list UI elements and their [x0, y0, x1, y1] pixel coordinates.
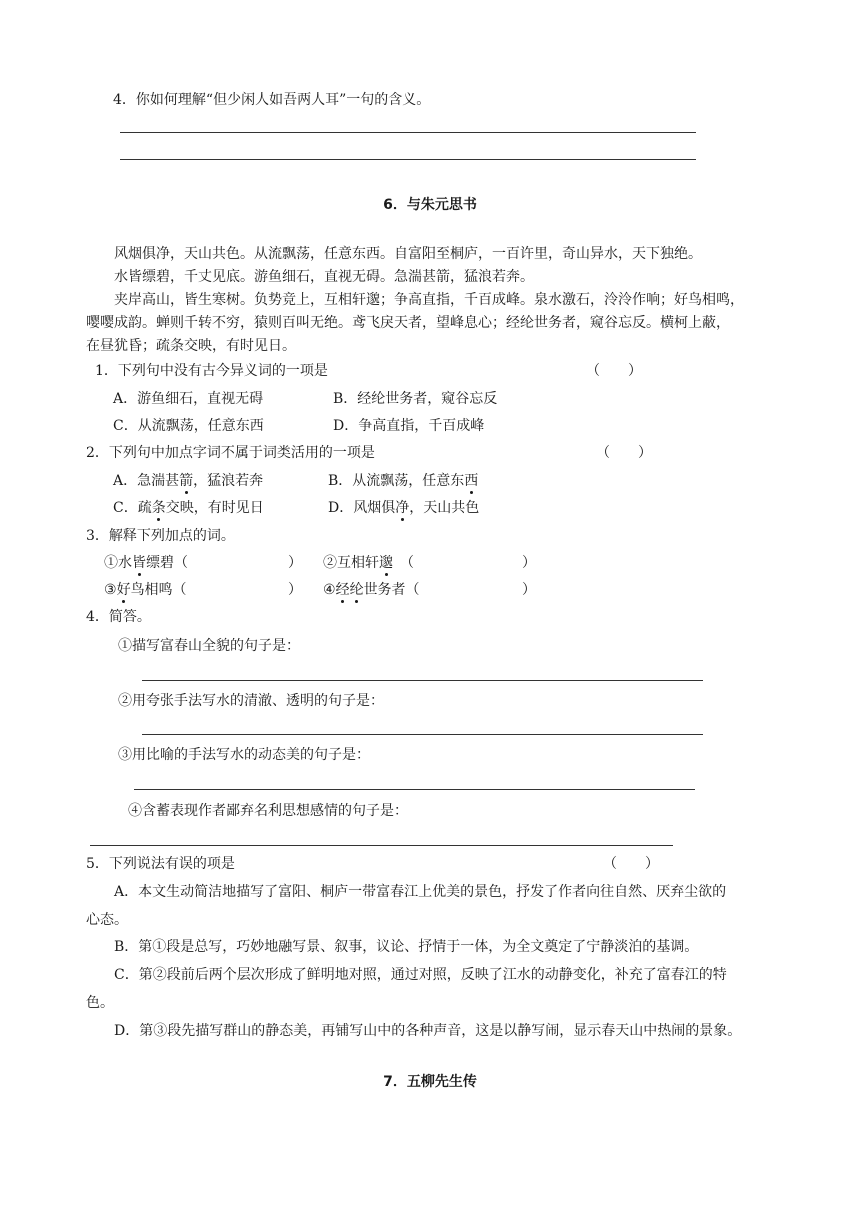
passage-line: 在昼犹昏；疏条交映，有时见日。	[86, 338, 296, 354]
vocab-close-paren: ）	[288, 555, 302, 571]
dotted-char: 箭	[179, 473, 194, 489]
sub-question: ③用比喻的手法写水的动态美的句子是：	[118, 747, 370, 763]
dotted-char: 经	[335, 582, 350, 598]
option-d: D．争高直指，千百成峰	[333, 418, 485, 434]
answer-parens: （ ）	[596, 445, 652, 461]
option-d: D．风烟俱净，天山共色	[328, 500, 480, 516]
sub-question: ④含蓄表现作者鄙弃名利思想感情的句子是：	[128, 803, 408, 819]
passage-line: 风烟俱净，天山共色。从流飘荡，任意东西。自富阳至桐庐，一百许里，奇山异水，天下独绝。	[114, 246, 702, 262]
option-b: B．从流飘荡，任意东西	[328, 473, 479, 489]
option-c-cont: 色。	[86, 995, 114, 1011]
option-d: D．第③段先描写群山的静态美，再铺写山中的各种声音，这是以静写闹，显示春天山中热闹的景象。	[114, 1023, 742, 1039]
dotted-char: 邈	[379, 555, 393, 571]
section-title: 7．五柳先生传	[383, 1074, 477, 1090]
section-title: 6．与朱元思书	[383, 197, 477, 213]
option-a: A．游鱼细石，直视无碍	[113, 391, 264, 407]
sub-question: ②用夸张手法写水的清澈、透明的句子是：	[118, 693, 384, 709]
vocab-item: ②互相轩邈 （	[323, 555, 414, 571]
dotted-char: 净	[395, 500, 410, 516]
answer-parens: （ ）	[603, 856, 659, 872]
option-a: A．急湍甚箭，猛浪若奔	[113, 473, 264, 489]
dotted-char: 条	[151, 500, 166, 516]
answer-line	[120, 132, 696, 133]
answer-line	[134, 789, 695, 790]
passage-line: 夹岸高山，皆生寒树。负势竞上，互相轩邈；争高直指，千百成峰。泉水激石，泠泠作响；好鸟相鸣，	[114, 292, 744, 308]
answer-line	[90, 845, 673, 846]
sub-question: ①描写富春山全貌的句子是：	[118, 638, 300, 654]
dotted-char: 纶	[349, 582, 364, 598]
answer-line	[142, 680, 703, 681]
vocab-close-paren: ）	[522, 582, 536, 598]
question-4-prev: 4．你如何理解“但少闲人如吾两人耳”一句的含义。	[113, 92, 431, 108]
question-3-stem: 3．解释下列加点的词。	[86, 528, 235, 544]
option-c: C．疏条交映，有时见日	[113, 500, 264, 516]
question-2-stem: 2．下列句中加点字词不属于词类活用的一项是	[86, 445, 375, 461]
option-c: C．从流飘荡，任意东西	[113, 418, 264, 434]
vocab-item: ④经纶世务者（	[323, 582, 420, 598]
answer-line	[142, 734, 703, 735]
option-a: A．本文生动简洁地描写了富阳、桐庐一带富春江上优美的景色，抒发了作者向往自然、厌弃尘欲的	[114, 884, 727, 900]
passage-line: 水皆缥碧，千丈见底。游鱼细石，直视无碍。急湍甚箭，猛浪若奔。	[114, 269, 534, 285]
question-1-stem: 1．下列句中没有古今异义词的一项是	[95, 363, 328, 379]
vocab-item: ①水皆缥碧（	[104, 555, 188, 571]
answer-parens: （ ）	[586, 363, 642, 379]
dotted-char: 好	[116, 582, 131, 598]
question-4-stem: 4．简答。	[86, 609, 151, 625]
option-a-cont: 心态。	[86, 912, 128, 928]
vocab-close-paren: ）	[288, 582, 302, 598]
dotted-char: 西	[464, 473, 479, 489]
question-5-stem: 5．下列说法有误的项是	[86, 856, 235, 872]
option-b: B．经纶世务者，窥谷忘反	[333, 391, 498, 407]
vocab-close-paren: ）	[522, 555, 536, 571]
vocab-item: ③好鸟相鸣（	[104, 582, 187, 598]
option-b: B．第①段是总写，巧妙地融写景、叙事，议论、抒情于一体，为全文奠定了宁静淡泊的基调。	[114, 939, 699, 955]
passage-line: 嘤嘤成韵。蝉则千转不穷，猿则百叫无绝。鸢飞戾天者，望峰息心；经纶世务者，窥谷忘反。横柯上蔽，	[86, 315, 730, 331]
option-c: C．第②段前后两个层次形成了鲜明地对照，通过对照，反映了江水的动静变化，补充了富春江的特	[114, 967, 727, 983]
answer-line	[120, 159, 696, 160]
dotted-char: 皆	[132, 555, 146, 571]
